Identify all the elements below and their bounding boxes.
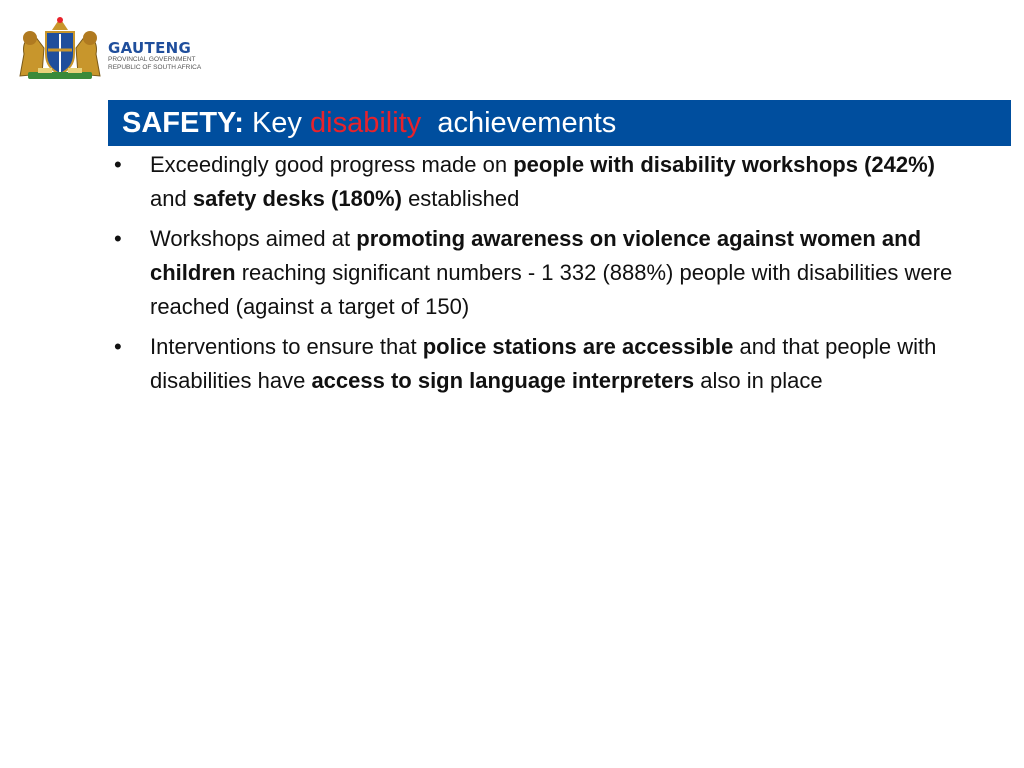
logo-line-1: PROVINCIAL GOVERNMENT: [108, 56, 196, 63]
bullet-bold: safety desks (180%): [192, 186, 402, 211]
title-part-2: achievements: [421, 107, 617, 139]
bullet-text: Workshops aimed at: [150, 226, 357, 251]
bullet-text: also in place: [694, 368, 823, 393]
bullet-bold: promoting awareness on violence against women and children: [150, 226, 922, 285]
logo-text-block: [108, 40, 201, 71]
bullet-list: [112, 148, 972, 404]
title-highlight: disability: [310, 107, 422, 139]
bullet-item: [112, 330, 972, 398]
gauteng-logo: [14, 14, 204, 84]
bullet-item: [112, 148, 972, 216]
coat-of-arms-icon: [14, 14, 106, 82]
bullet-text: Exceedingly good progress made on: [150, 152, 514, 177]
logo-line-2: REPUBLIC OF SOUTH AFRICA: [108, 63, 202, 71]
bullet-text: and that people with disabilities have: [150, 334, 937, 393]
slide-title: [122, 100, 616, 146]
bullet-text: reaching significant numbers - 1 332 (888%) people with disabilities were reached (against a target of 150): [150, 260, 953, 319]
bullet-text: and: [150, 186, 193, 211]
bullet-dot: •: [114, 152, 122, 177]
title-bar: [108, 100, 1011, 146]
bullet-text: Interventions to ensure that: [150, 334, 423, 359]
bullet-dot: •: [114, 334, 122, 359]
bullet-bold: police stations are accessible: [422, 334, 734, 359]
title-part-1: Key: [243, 107, 310, 139]
bullet-dot: •: [114, 226, 122, 251]
bullet-bold: people with disability workshops (242%): [513, 152, 935, 177]
bullet-text: established: [401, 186, 520, 211]
bullet-bold: access to sign language interpreters: [311, 368, 695, 393]
title-bold: SAFETY:: [122, 107, 244, 139]
logo-name: GAUTENG: [108, 39, 192, 57]
bullet-item: [112, 222, 972, 324]
